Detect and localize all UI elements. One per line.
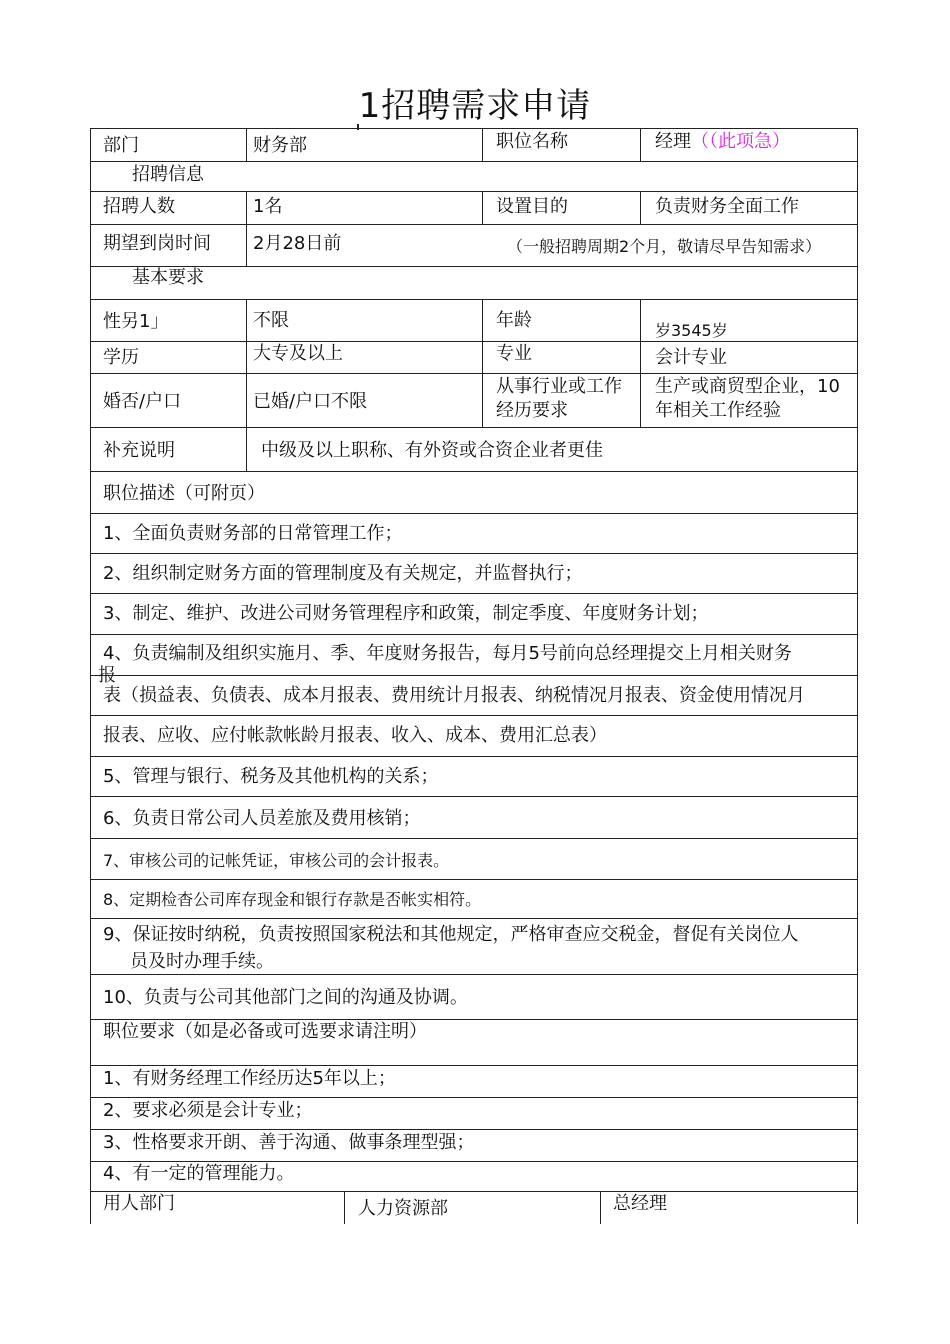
desc-item-text-cont: 员及时办理手续。	[130, 951, 274, 972]
row-marriage-experience	[90, 373, 858, 427]
extra-value: 中级及以上职称、有外资或合资企业者更佳	[261, 440, 603, 461]
date-note: （一般招聘周期2个月，敬请尽早告知需求）	[507, 237, 822, 256]
extra-label: 补充说明	[103, 440, 175, 461]
desc-item	[90, 838, 858, 879]
education-value: 大专及以上	[253, 343, 343, 364]
desc-item-text: 2、组织制定财务方面的管理制度及有关规定，并监督执行；	[103, 563, 583, 584]
row-education-major	[90, 341, 858, 373]
sign-gm-label: 总经理	[613, 1193, 667, 1214]
req-item-text: 2、要求必须是会计专业；	[103, 1100, 313, 1121]
desc-item	[90, 879, 858, 918]
section-basic-label: 基本要求	[132, 267, 204, 288]
date-value: 2月28日前	[253, 233, 342, 254]
position-name: 经理	[655, 131, 691, 152]
desc-item	[90, 918, 858, 974]
page-title: 1招聘需求申请	[358, 86, 592, 126]
desc-item	[90, 553, 858, 593]
desc-item	[90, 796, 858, 838]
req-item	[90, 1161, 858, 1191]
desc-item	[90, 974, 858, 1019]
desc-item-text: 5、管理与银行、税务及其他机构的关系；	[103, 766, 439, 787]
age-label: 年龄	[496, 310, 532, 331]
desc-item-text: 报表、应收、应付帐款帐龄月报表、收入、成本、费用汇总表）	[103, 725, 607, 746]
gender-value: 不限	[253, 310, 289, 331]
purpose-label: 设置目的	[496, 196, 568, 217]
row-department	[90, 128, 858, 161]
dept-value: 财务部	[253, 135, 307, 156]
desc-item-text: 7、审核公司的记帐凭证，审核公司的会计报表。	[103, 851, 450, 870]
dept-label: 部门	[103, 135, 139, 156]
desc-item	[90, 513, 858, 553]
row-count	[90, 191, 858, 224]
desc-item-text: 1、全面负责财务部的日常管理工作；	[103, 523, 403, 544]
desc-item-text: 表（损益表、负债表、成本月报表、费用统计月报表、纳税情况月报表、资金使用情况月	[103, 685, 805, 706]
count-value: 1名	[253, 196, 283, 217]
desc-item	[90, 634, 858, 686]
urgent-note: （（此项急）	[691, 131, 790, 152]
marriage-label: 婚否/户口	[103, 391, 182, 412]
desc-item-text: 10、负责与公司其他部门之间的沟通及协调。	[103, 987, 468, 1008]
experience-value-line2: 年相关工作经验	[655, 400, 781, 421]
desc-item-text: 4、负责编制及组织实施月、季、年度财务报告，每月5号前向总经理提交上月相关财务	[103, 643, 792, 664]
row-desc-header	[90, 471, 858, 513]
experience-value-line1: 生产或商贸型企业，10	[655, 376, 840, 397]
marriage-value: 已婚/户口不限	[253, 391, 368, 412]
age-value: 岁3545岁	[655, 321, 728, 340]
section-basic-req	[90, 266, 858, 299]
req-item	[90, 1065, 858, 1097]
experience-label-line1: 从事行业或工作	[496, 376, 622, 397]
req-item-text: 4、有一定的管理能力。	[103, 1163, 295, 1184]
purpose-value: 负责财务全面工作	[655, 196, 799, 217]
desc-item-text: 3、制定、维护、改进公司财务管理程序和政策，制定季度、年度财务计划；	[103, 603, 709, 624]
row-signatures	[90, 1191, 858, 1224]
req-header: 职位要求（如是必备或可选要求请注明）	[103, 1021, 427, 1042]
desc-item-clipped-text: 报	[98, 665, 116, 686]
req-item	[90, 1129, 858, 1161]
section-recruit-info	[90, 161, 858, 191]
desc-header: 职位描述（可附页）	[103, 483, 265, 504]
sign-dept-label: 用人部门	[103, 1193, 175, 1214]
desc-item-text: 9、保证按时纳税，负责按照国家税法和其他规定，严格审查应交税金，督促有关岗位人	[103, 924, 799, 945]
date-label: 期望到岗时间	[103, 233, 211, 254]
row-req-header	[90, 1019, 858, 1065]
education-label: 学历	[103, 347, 139, 368]
req-item-text: 3、性格要求开朗、善于沟通、做事条理型强；	[103, 1132, 475, 1153]
row-extra-note	[90, 427, 858, 471]
row-start-date	[90, 224, 858, 266]
row-gender-age	[90, 299, 858, 341]
desc-item	[90, 715, 858, 756]
desc-item-text: 8、定期检杳公司库存现金和银行存款是否帐实相符。	[103, 890, 482, 909]
major-value: 会计专业	[655, 347, 727, 368]
major-label: 专业	[496, 343, 532, 364]
gender-label: 性另1」	[103, 311, 169, 332]
position-value	[655, 131, 790, 153]
count-label: 招聘人数	[103, 196, 175, 217]
desc-item	[90, 593, 858, 634]
req-item	[90, 1097, 858, 1129]
desc-item	[90, 756, 858, 796]
sign-hr-label: 人力资源部	[358, 1198, 448, 1219]
section-recruit-label: 招聘信息	[132, 164, 204, 185]
experience-label-line2: 经历要求	[496, 400, 568, 421]
position-label: 职位名称	[496, 131, 568, 152]
desc-item	[90, 675, 858, 715]
desc-item-text: 6、负责日常公司人员差旅及费用核销；	[103, 808, 421, 829]
req-item-text: 1、有财务经理工作经历达5年以上；	[103, 1068, 396, 1089]
